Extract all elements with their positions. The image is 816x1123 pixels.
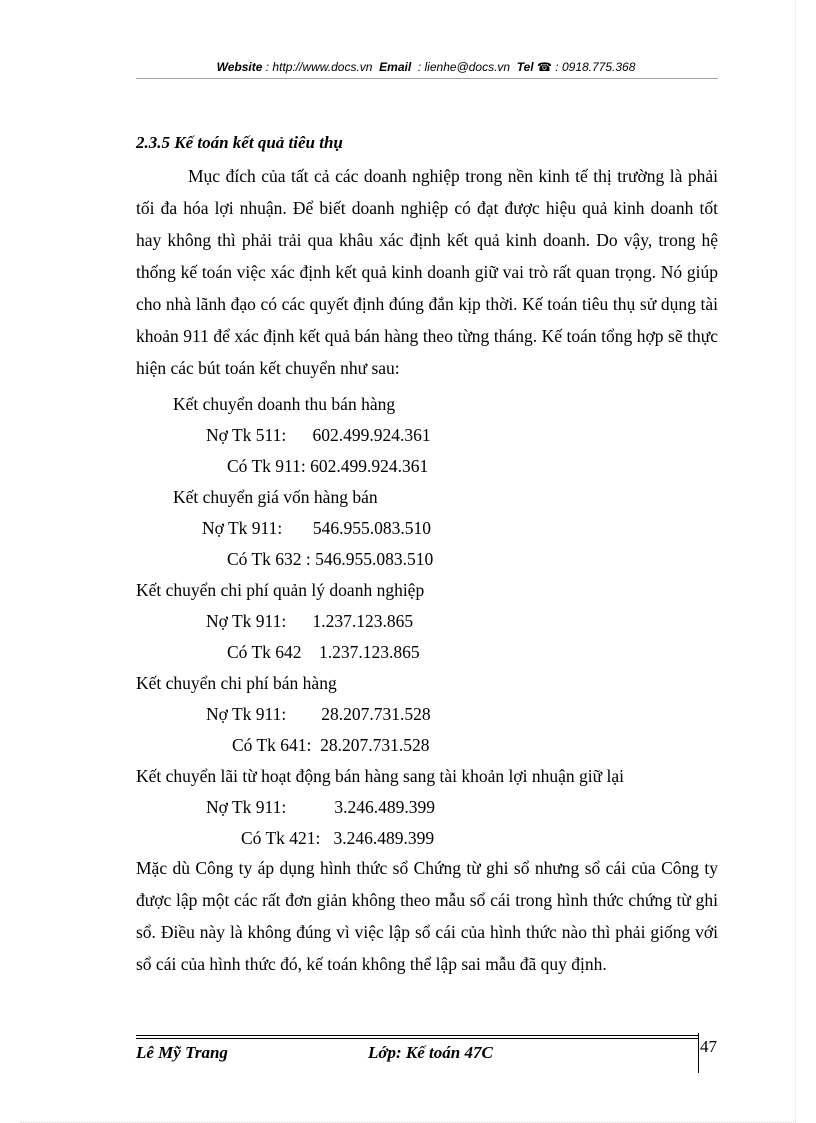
entry-credit: Có Tk 421: 3.246.489.399 xyxy=(241,828,435,848)
intro-paragraph-text: Mục đích của tất cả các doanh nghiệp trong nền kinh tế thị trường là phải tối đa hóa lợi nhuận. Để biết doanh nghiệp có đạt được hiệu quả kinh doanh tốt hay không thì phải trải qua khâu xác định kết quả kinh doanh. Do vậy, trong hệ thống kế toán việc xác định kết quả kinh doanh giữ vai trò rất quan trọng. Nó giúp cho nhà lãnh đạo có các quyết định đúng đắn kịp thời. Kế toán tiêu thụ sử dụng tài khoản 911 để xác định kết quả bán hàng theo từng tháng. Kế toán tổng hợp sẽ thực hiện các bút toán kết chuyển như sau: xyxy=(136,166,718,378)
entry-debit: Nợ Tk 911: 28.207.731.528 xyxy=(206,704,431,724)
footer-divider xyxy=(698,1033,699,1073)
page-header xyxy=(136,60,716,74)
entry-debit: Nợ Tk 911: 546.955.083.510 xyxy=(202,518,431,538)
page-number: 47 xyxy=(700,1037,717,1056)
footer-rule xyxy=(136,1038,698,1039)
entry-credit: Có Tk 632 : 546.955.083.510 xyxy=(227,549,434,569)
entry-credit: Có Tk 911: 602.499.924.361 xyxy=(227,456,429,476)
section-title: 2.3.5 Kế toán kết quả tiêu thụ xyxy=(136,133,343,152)
email-value: : lienhe@docs.vn xyxy=(417,60,511,74)
entry-debit: Nợ Tk 911: 1.237.123.865 xyxy=(206,611,414,631)
website-value: : http://www.docs.vn xyxy=(265,60,373,74)
entry-title: Kết chuyển chi phí quản lý doanh nghiệp xyxy=(136,580,425,600)
entry-debit: Nợ Tk 911: 3.246.489.399 xyxy=(206,797,435,817)
entry-debit: Nợ Tk 511: 602.499.924.361 xyxy=(206,425,431,445)
entry-title: Kết chuyển lãi từ hoạt động bán hàng sang tài khoản lợi nhuận giữ lại xyxy=(136,766,624,786)
entry-title: Kết chuyển chi phí bán hàng xyxy=(136,673,337,693)
footer-class: Lớp: Kế toán 47C xyxy=(368,1043,493,1062)
conclusion-paragraph: Mặc dù Công ty áp dụng hình thức sổ Chứng từ ghi sổ nhưng sổ cái của Công ty được lập một các rất đơn giản không theo mẫu sổ cái trong hình thức chứng từ ghi sổ. Điều này là không đúng vì việc lập sổ cái của hình thức nào thì phải giống với sổ cái của hình thức đó, kế toán không thể lập sai mẫu đã quy định. xyxy=(136,858,718,974)
tel-value: : 0918.775.368 xyxy=(555,60,636,74)
entry-title: Kết chuyển doanh thu bán hàng xyxy=(173,394,396,414)
footer-rule xyxy=(136,1035,698,1036)
entry-title: Kết chuyển giá vốn hàng bán xyxy=(173,487,378,507)
page-edge-right xyxy=(795,0,796,1123)
tel-label: Tel xyxy=(516,60,534,74)
phone-icon: ☎ xyxy=(537,60,552,74)
entry-credit: Có Tk 641: 28.207.731.528 xyxy=(232,735,430,755)
footer-author: Lê Mỹ Trang xyxy=(136,1043,228,1062)
website-label: Website xyxy=(216,60,263,74)
intro-paragraph xyxy=(136,160,718,384)
email-label: Email xyxy=(379,60,412,74)
header-rule xyxy=(136,78,718,79)
entry-credit: Có Tk 642 1.237.123.865 xyxy=(227,642,420,662)
